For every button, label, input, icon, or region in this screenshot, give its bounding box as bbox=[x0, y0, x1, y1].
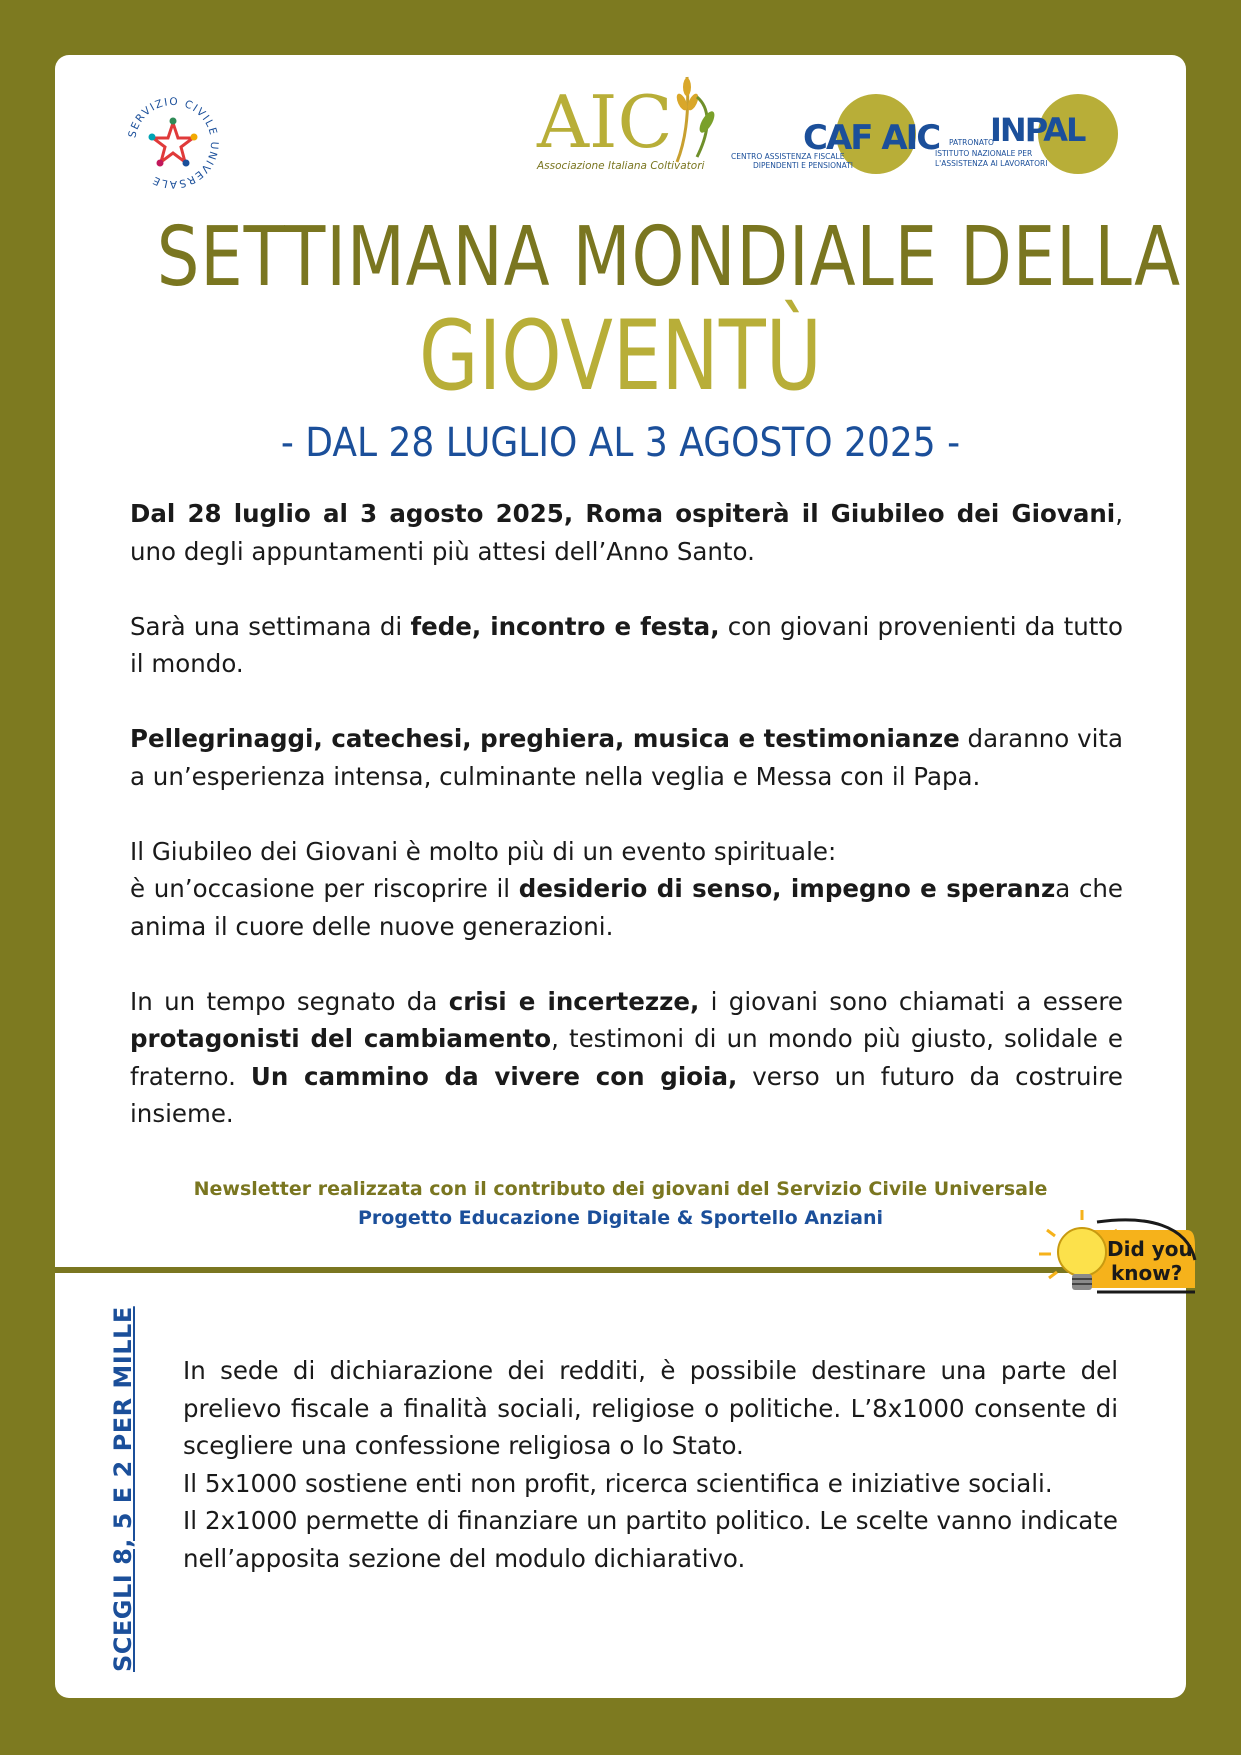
info-line-3: Il 2x1000 permette di finanziare un partito politico. Le scelte vanno indicate nell’apposita sezione del modulo dichiarativo. bbox=[183, 1506, 1118, 1573]
caf-logo-text: CAF AIC bbox=[803, 118, 940, 158]
did-you-know-line-2: know? bbox=[1111, 1261, 1183, 1285]
paragraph-4: Il Giubileo dei Giovani è molto più di un evento spirituale: è un’occasione per riscoprire il desiderio di senso, impegno e speranza che anima il cuore delle nuove generazioni. bbox=[130, 836, 1124, 941]
aic-logo-subtitle: Associazione Italiana Coltivatori bbox=[537, 160, 705, 172]
inpal-logo-subtitle-3: L'ASSISTENZA AI LAVORATORI bbox=[935, 159, 1048, 168]
info-line-2: Il 5x1000 sostiene enti non profit, ricerca scientifica e iniziative sociali. bbox=[183, 1468, 1053, 1498]
info-line-1: In sede di dichiarazione dei redditi, è possibile destinare una parte del prelievo fiscale a finalità sociali, religiose o politiche. L’8x1000 consente di scegliere una confessione religiosa o lo Stato. bbox=[183, 1356, 1118, 1460]
inpal-logo-text: INPAL bbox=[990, 111, 1085, 149]
caf-logo-subtitle-1: CENTRO ASSISTENZA FISCALE bbox=[731, 152, 845, 161]
page-title-line-2: GIOVENTÙ bbox=[419, 300, 822, 412]
event-dates: - DAL 28 LUGLIO AL 3 AGOSTO 2025 - bbox=[280, 420, 961, 466]
did-you-know-badge bbox=[1027, 1200, 1197, 1305]
scu-logo-text: SERVIZIO CIVILE UNIVERSALE bbox=[126, 95, 221, 191]
paragraph-3: Pellegrinaggi, catechesi, preghiera, musica e testimonianze daranno vita a un’esperienza intensa, culminante nella veglia e Messa con il Papa. bbox=[130, 724, 1123, 791]
svg-text:SERVIZIO CIVILE UNIVERSALE bbox=[126, 96, 220, 190]
section-divider bbox=[55, 1267, 1186, 1273]
credits bbox=[55, 1175, 1186, 1233]
paragraph-1: Dal 28 luglio al 3 agosto 2025, Roma ospiterà il Giubileo dei Giovani, uno degli appuntamenti più attesi dell’Anno Santo. bbox=[130, 499, 1123, 566]
inpal-logo-subtitle-1: PATRONATO bbox=[949, 138, 994, 147]
credits-line-2: Progetto Educazione Digitale & Sportello Anziani bbox=[357, 1207, 884, 1229]
newsletter-page bbox=[55, 55, 1193, 1698]
did-you-know-line-1: Did you bbox=[1107, 1237, 1193, 1261]
aic-logo bbox=[537, 67, 757, 187]
caf-aic-logo bbox=[731, 89, 940, 179]
side-title: SCEGLI 8, 5 E 2 PER MILLE bbox=[109, 1306, 137, 1672]
paragraph-5: In un tempo segnato da crisi e incertezze, i giovani sono chiamati a essere protagonisti del cambiamento, testimoni di un mondo più giusto, solidale e fraterno. Un cammino da vivere con gioia, verso un futuro da costruire insieme. bbox=[130, 986, 1123, 1128]
info-text bbox=[183, 1352, 1118, 1577]
inpal-logo bbox=[935, 89, 1125, 179]
aic-logo-text: AIC bbox=[537, 80, 673, 164]
main-text bbox=[130, 495, 1123, 1170]
credits-line-1: Newsletter realizzata con il contributo dei giovani del Servizio Civile Universale bbox=[193, 1178, 1048, 1200]
caf-logo-subtitle-2: DIPENDENTI E PENSIONATI bbox=[753, 161, 853, 170]
servizio-civile-logo bbox=[123, 93, 223, 193]
paragraph-2: Sarà una settimana di fede, incontro e festa, con giovani provenienti da tutto il mondo. bbox=[130, 611, 1123, 678]
page-title-line-1: SETTIMANA MONDIALE DELLA bbox=[156, 210, 1182, 305]
inpal-logo-subtitle-2: ISTITUTO NAZIONALE PER bbox=[935, 149, 1033, 158]
